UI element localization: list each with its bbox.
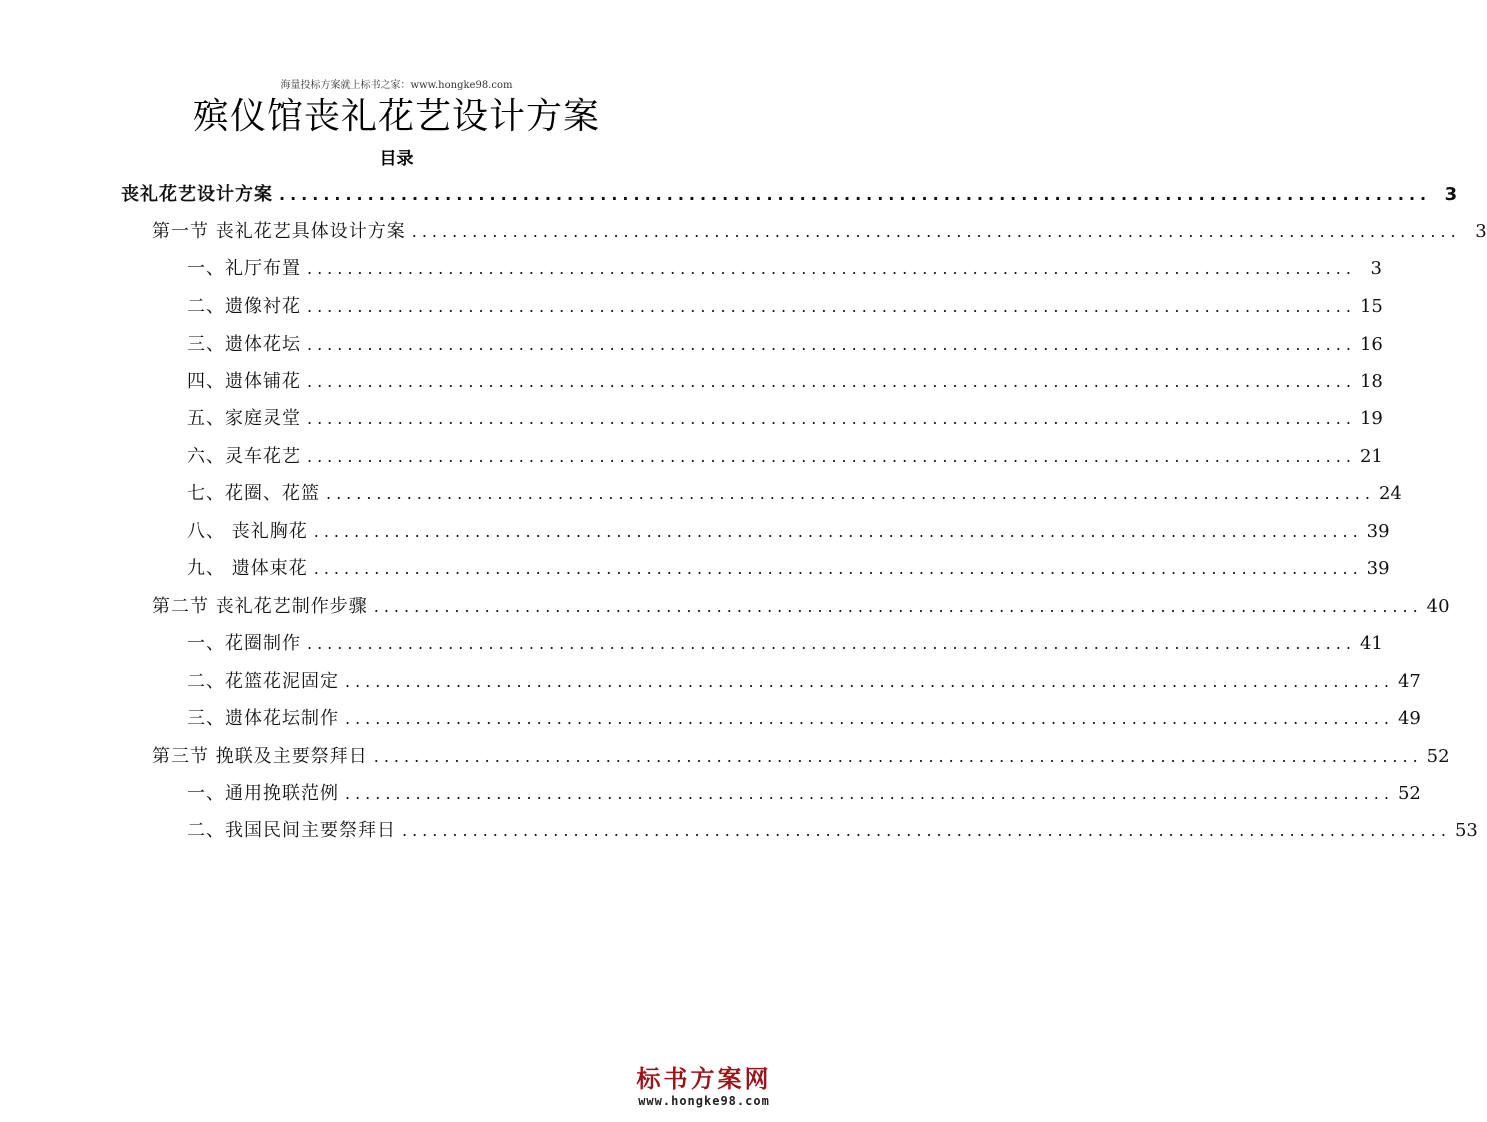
toc-entry-page: 24 (1378, 483, 1402, 504)
toc-leader-dots: ........................................................................................................ (345, 709, 1394, 728)
toc-entry-label: 一、礼厅布置 (187, 258, 301, 279)
toc-entry[interactable] (187, 627, 1383, 661)
toc-entry-label: 第二节 丧礼花艺制作步骤 (152, 596, 368, 617)
toc-entry-page: 39 (1366, 558, 1390, 579)
toc-entry[interactable] (152, 590, 1450, 624)
toc-entry-label: 一、花圈制作 (187, 633, 301, 654)
toc-leader-dots: ........................................................................................................ (307, 447, 1356, 466)
toc-entry[interactable] (187, 552, 1390, 586)
toc-leader-dots: ........................................................................................................ (307, 259, 1356, 278)
header-note: 海量投标方案就上标书之家：www.hongke98.com (280, 80, 513, 91)
watermark-title: 标书方案网 (636, 1065, 772, 1093)
toc-entry-label: 六、灵车花艺 (187, 446, 301, 467)
toc-leader-dots: ........................................................................................................ (373, 597, 1423, 616)
toc-entry[interactable] (187, 515, 1390, 549)
document-title: 殡仪馆丧礼花艺设计方案 (192, 96, 600, 137)
toc-entry-label: 七、花圈、花篮 (187, 483, 320, 504)
toc-entry[interactable] (187, 777, 1421, 811)
toc-entry[interactable] (152, 215, 1487, 249)
toc-entry-page: 19 (1359, 408, 1383, 429)
toc-leader-dots: ........................................................................................................ (345, 784, 1394, 803)
watermark-url: www.hongke98.com (638, 1094, 770, 1108)
toc-leader-dots: ........................................................................................................ (373, 747, 1423, 766)
toc-leader-dots: ........................................................................................................ (345, 672, 1394, 691)
toc-entry[interactable] (187, 477, 1402, 511)
toc-entry-label: 二、遗像衬花 (187, 296, 301, 317)
toc-entry-page: 47 (1397, 671, 1421, 692)
toc-entry[interactable] (121, 178, 1458, 212)
toc-entry-page: 16 (1359, 334, 1383, 355)
toc-entry[interactable] (187, 252, 1382, 286)
toc-entry-label: 五、家庭灵堂 (187, 408, 301, 429)
toc-leader-dots: ........................................................................................................ (307, 634, 1356, 653)
toc-leader-dots: ........................................................................................................ (307, 409, 1356, 428)
toc-entry-page: 39 (1366, 521, 1390, 542)
toc-entry[interactable] (152, 740, 1450, 774)
toc-entry-page: 52 (1426, 746, 1450, 767)
toc-entry-label: 四、遗体铺花 (187, 371, 301, 392)
toc-entry[interactable] (187, 814, 1478, 848)
toc-entry-page: 49 (1397, 708, 1421, 729)
toc-leader-dots: ........................................................................................................ (307, 372, 1356, 391)
toc-leader-dots: ........................................................................................................ (326, 484, 1375, 503)
toc-entry-label: 第一节 丧礼花艺具体设计方案 (152, 221, 406, 242)
toc-entry-label: 丧礼花艺设计方案 (121, 184, 273, 205)
toc-heading: 目录 (379, 149, 414, 169)
toc-entry[interactable] (187, 290, 1383, 324)
toc-entry-label: 三、遗体花坛 (187, 334, 301, 355)
toc-leader-dots: ........................................................................................................ (307, 297, 1356, 316)
toc-leader-dots: ........................................................................................................ (402, 821, 1451, 840)
toc-entry-page: 18 (1359, 371, 1383, 392)
watermark-logo (629, 1064, 779, 1108)
toc-entry[interactable] (187, 440, 1383, 474)
toc-leader-dots: ........................................................................................................ (279, 185, 1432, 204)
toc-entry-page: 21 (1359, 446, 1383, 467)
toc-leader-dots: ........................................................................................................ (313, 522, 1363, 541)
toc-entry-page: 53 (1454, 820, 1478, 841)
toc-entry-label: 九、 遗体束花 (187, 558, 308, 579)
toc-entry[interactable] (187, 328, 1383, 362)
toc-entry-label: 一、通用挽联范例 (187, 783, 339, 804)
toc-entry-label: 第三节 挽联及主要祭拜日 (152, 746, 368, 767)
toc-entry[interactable] (187, 402, 1383, 436)
toc-entry-label: 三、遗体花坛制作 (187, 708, 339, 729)
toc-entry-page: 52 (1397, 783, 1421, 804)
toc-entry-page: 3 (1475, 221, 1487, 242)
toc-entry[interactable] (187, 665, 1421, 699)
toc-entry[interactable] (187, 702, 1421, 736)
toc-leader-dots: ........................................................................................................ (313, 559, 1363, 578)
toc-entry-page: 15 (1359, 296, 1383, 317)
toc-entry-label: 二、我国民间主要祭拜日 (187, 820, 396, 841)
toc-entry-page: 41 (1359, 633, 1383, 654)
toc-leader-dots: ........................................................................................................ (411, 222, 1461, 241)
toc-entry[interactable] (187, 365, 1383, 399)
toc-entry-page: 3 (1444, 184, 1458, 205)
toc-leader-dots: ........................................................................................................ (307, 335, 1356, 354)
toc-entry-label: 八、 丧礼胸花 (187, 521, 308, 542)
toc-entry-page: 3 (1370, 258, 1382, 279)
toc-entry-page: 40 (1426, 596, 1450, 617)
toc-entry-label: 二、花篮花泥固定 (187, 671, 339, 692)
